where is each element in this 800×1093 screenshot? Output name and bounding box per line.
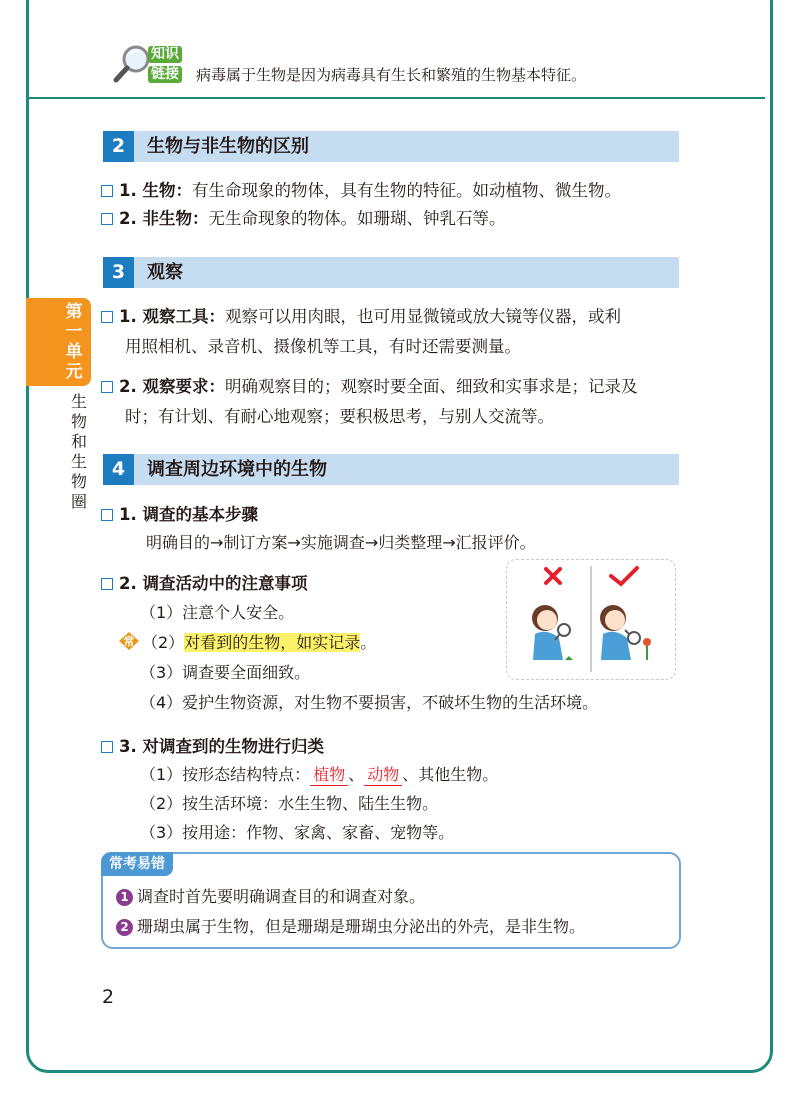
list-item <box>101 205 691 232</box>
item-label: 2. 非生物： <box>119 209 209 228</box>
unit-title-char: 生 <box>70 452 87 471</box>
step-2-item: （4）爱护生物资源，对生物不要损害，不破坏生物的生活环境。 <box>140 693 599 712</box>
checkbox-icon[interactable] <box>101 741 113 753</box>
step-2-prefix: （2） <box>142 633 185 652</box>
unit-title-vertical <box>68 392 90 512</box>
item-text: 有生命现象的物体，具有生物的特征。如动植物、微生物。 <box>192 181 621 200</box>
frequent-mark-icon <box>118 630 140 652</box>
wrong-icon <box>546 569 560 583</box>
step-3-item <box>140 762 498 788</box>
item-label: 2. 观察要求： <box>119 377 225 396</box>
number-circle-icon: 1 <box>116 889 133 906</box>
knowledge-tag-line1: 知识 <box>148 46 182 63</box>
item-text: 无生命现象的物体。如珊瑚、钟乳石等。 <box>208 209 506 228</box>
girl-right <box>600 605 651 660</box>
section-title: 生物与非生物的区别 <box>147 136 309 157</box>
step-3a-suffix: 、其他生物。 <box>402 765 499 784</box>
unit-tab <box>26 298 91 386</box>
list-item <box>101 177 691 204</box>
correct-icon <box>611 568 637 584</box>
section-title: 调查周边环境中的生物 <box>147 459 327 480</box>
section-2-heading <box>103 131 679 162</box>
section-4-heading <box>103 454 679 485</box>
list-item <box>101 373 691 430</box>
tip-line <box>116 885 425 909</box>
step-2-item: （1）注意个人安全。 <box>140 603 295 622</box>
tip-text: 调查时首先要明确调查目的和调查对象。 <box>137 887 426 906</box>
knowledge-tag-line2: 链接 <box>148 66 182 83</box>
checkbox-icon[interactable] <box>101 311 113 323</box>
item-text-cont: 时；有计划、有耐心地观察；要积极思考，与别人交流等。 <box>125 407 554 426</box>
item-label: 1. 生物： <box>119 181 192 200</box>
tip-text: 珊瑚虫属于生物，但是珊瑚是珊瑚虫分泌出的外壳，是非生物。 <box>137 917 586 936</box>
checkbox-icon[interactable] <box>101 509 113 521</box>
section-number: 4 <box>103 454 134 485</box>
item-label: 1. 观察工具： <box>119 307 225 326</box>
section-title: 观察 <box>147 262 183 283</box>
step-2-item <box>118 630 376 656</box>
unit-tab-char: 单 <box>65 342 83 362</box>
observation-illustration <box>506 559 676 680</box>
list-item <box>101 303 691 360</box>
unit-tab-char: 一 <box>65 322 83 342</box>
step-label: 3. 对调查到的生物进行归类 <box>119 737 324 756</box>
checkbox-icon[interactable] <box>101 213 113 225</box>
step-1-text: 明确目的→制订方案→实施调查→归类整理→汇报评价。 <box>146 533 536 552</box>
section-3-heading <box>103 257 679 288</box>
knowledge-link <box>112 42 752 92</box>
section-number: 2 <box>103 131 134 162</box>
section-number: 3 <box>103 257 134 288</box>
answer-blank: 植物 <box>310 765 348 786</box>
checkbox-icon[interactable] <box>101 381 113 393</box>
step-2-item: （3）调查要全面细致。 <box>140 663 311 682</box>
common-mistakes-tag: 常考易错 <box>101 852 173 876</box>
step-2-suffix: 。 <box>360 633 377 652</box>
step-3-item: （3）按用途：作物、家禽、家畜、宠物等。 <box>140 823 455 842</box>
frequent-mark: 常 <box>123 635 135 648</box>
number-circle-icon: 2 <box>116 919 133 936</box>
unit-tab-char: 元 <box>65 362 83 382</box>
unit-title-char: 和 <box>70 432 87 451</box>
unit-title-char: 物 <box>70 412 87 431</box>
knowledge-text: 病毒属于生物是因为病毒具有生长和繁殖的生物基本特征。 <box>196 66 587 84</box>
unit-title-char: 生 <box>70 392 87 411</box>
item-text-cont: 用照相机、录音机、摄像机等工具，有时还需要测量。 <box>125 337 521 356</box>
top-divider <box>26 97 765 99</box>
girl-magnifier-illustration <box>507 560 674 678</box>
step-label: 1. 调查的基本步骤 <box>119 505 258 524</box>
item-text: 明确观察目的；观察时要全面、细致和实事求是；记录及 <box>225 377 638 396</box>
step-1 <box>101 501 691 528</box>
girl-left <box>532 605 573 660</box>
unit-title-char: 圈 <box>70 492 87 511</box>
checkbox-icon[interactable] <box>101 578 113 590</box>
step-3-item: （2）按生活环境：水生生物、陆生生物。 <box>140 794 439 813</box>
item-text: 观察可以用肉眼，也可用显微镜或放大镜等仪器，或利 <box>225 307 621 326</box>
step-label: 2. 调查活动中的注意事项 <box>119 574 308 593</box>
step-3a-sep: 、 <box>348 765 365 784</box>
highlighted-text: 对看到的生物，如实记录 <box>184 633 361 652</box>
tip-line <box>116 915 585 939</box>
checkbox-icon[interactable] <box>101 185 113 197</box>
unit-title-char: 物 <box>70 472 87 491</box>
answer-blank: 动物 <box>364 765 402 786</box>
step-3 <box>101 733 691 760</box>
unit-tab-char: 第 <box>65 302 83 322</box>
step-3a-prefix: （1）按形态结构特点： <box>140 765 311 784</box>
page-number: 2 <box>102 986 115 1008</box>
